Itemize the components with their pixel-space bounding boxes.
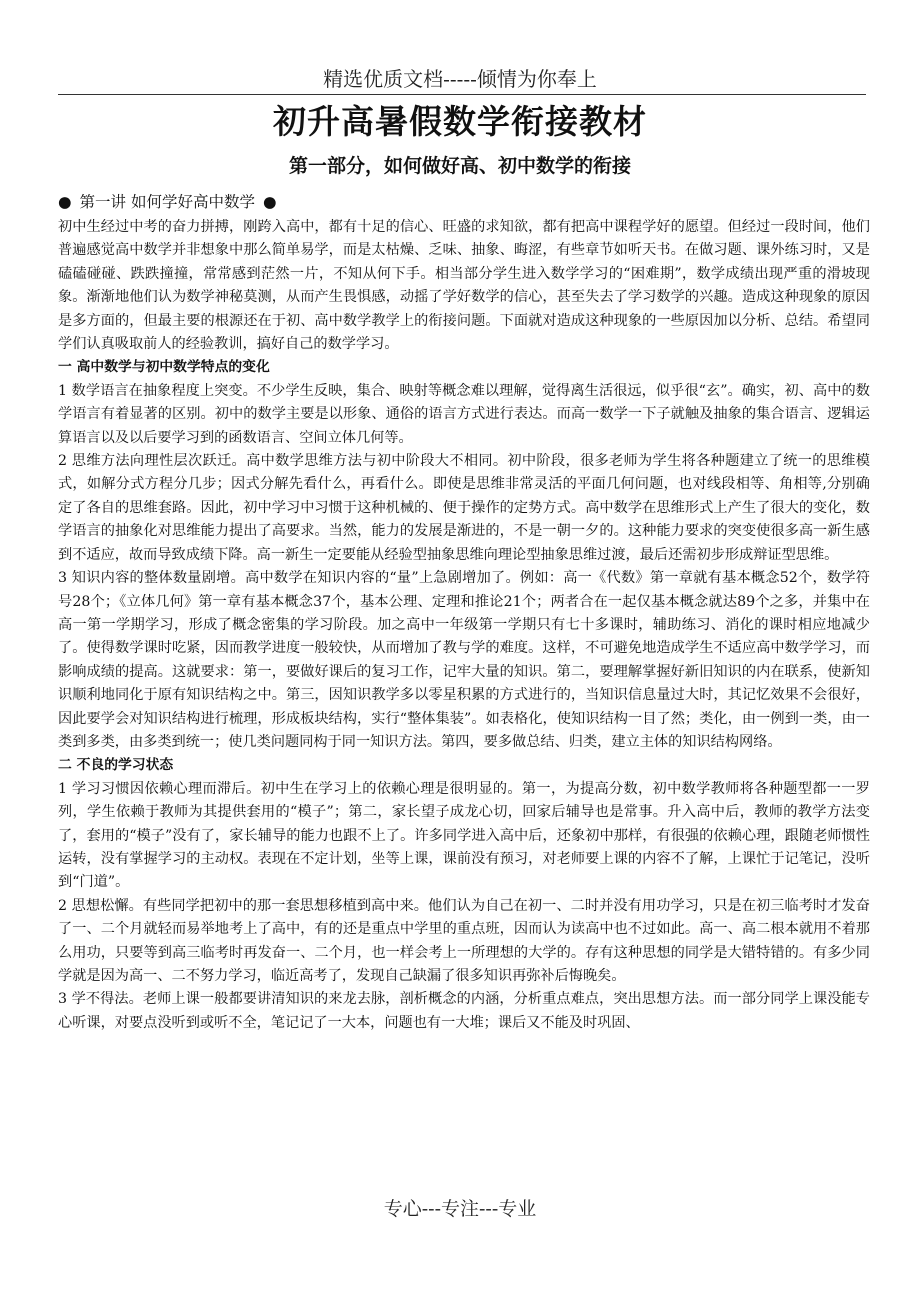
body-paragraph: 1 学习习惯因依赖心理而滞后。初中生在学习上的依赖心理是很明显的。第一，为提高分数，初中数学教师将各种题型都一一罗列，学生依赖于教师为其提供套用的“模子”；第二，家长望子成龙心切，回家后辅导也是常事。升入高中后，教师的教学方法变了，套用的“模子”没有了，家长辅导的能力也跟不上了。许多同学进入高中后，还象初中那样，有很强的依赖心理，跟随老师惯性运转，没有掌握学习的主动权。表现在不定计划，坐等上课，课前没有预习，对老师要上课的内容不了解，上课忙于记笔记，没听到“门道”。 xyxy=(58,780,870,891)
intro-paragraph: 初中生经过中考的奋力拼搏，刚跨入高中，都有十足的信心、旺盛的求知欲，都有把高中课程学好的愿望。但经过一段时间，他们普遍感觉高中数学并非想象中那么简单易学，而是太枯燥、乏味、抽象、晦涩，有些章节如听天书。在做习题、课外练习时，又是磕磕碰碰、跌跌撞撞，常常感到茫然一片，不知从何下手。相当部分学生进入数学学习的“困难期”，数学成绩出现严重的滑坡现象。渐渐地他们认为数学神秘莫测，从而产生畏惧感，动摇了学好数学的信心，甚至失去了学习数学的兴趣。造成这种现象的原因是多方面的，但最主要的根源还在于初、高中数学教学上的衔接问题。下面就对造成这种现象的一些原因加以分析、总结。希望同学们认真吸取前人的经验教训，搞好自己的数学学习。 xyxy=(58,219,870,353)
document-body xyxy=(58,216,870,1035)
body-paragraph: 1 数学语言在抽象程度上突变。不少学生反映，集合、映射等概念难以理解，觉得离生活很远，似乎很“玄”。确实，初、高中的数学语言有着显著的区别。初中的数学主要是以形象、通俗的语言方式进行表达。而高一数学一下子就触及抽象的集合语言、逻辑运算语言以及以后要学习到的函数语言、空间立体几何等。 xyxy=(58,382,870,446)
lecture-title xyxy=(58,190,277,214)
body-paragraph: 3 学不得法。老师上课一般都要讲清知识的来龙去脉，剖析概念的内涵，分析重点难点，突出思想方法。而一部分同学上课没能专心听课，对要点没听到或听不全，笔记记了一大本，问题也有一大堆；课后又不能及时巩固、 xyxy=(58,991,870,1031)
section-heading: 二 不良的学习状态 xyxy=(58,757,174,774)
lecture-title-text: 第一讲 如何学好高中数学 xyxy=(79,193,255,211)
running-footer: 专心---专注---专业 xyxy=(383,1198,537,1220)
running-header: 精选优质文档-----倾情为你奉上 xyxy=(323,67,597,91)
body-paragraph: 2 思想松懈。有些同学把初中的那一套思想移植到高中来。他们认为自己在初一、二时并没有用功学习，只是在初三临考时才发奋了一、二个月就轻而易举地考上了高中，有的还是重点中学里的重点班，因而认为读高中也不过如此。高一、高二根本就用不着那么用功，只要等到高三临考时再发奋一、二个月，也一样会考上一所理想的大学的。存有这种思想的同学是大错特错的。有多少同学就是因为高一、二不努力学习，临近高考了，发现自己缺漏了很多知识再弥补后悔晚矣。 xyxy=(58,897,870,984)
bullet-icon: ● xyxy=(262,193,277,211)
header-divider xyxy=(58,94,866,95)
body-paragraph: 2 思维方法向理性层次跃迁。高中数学思维方法与初中阶段大不相同。初中阶段，很多老师为学生将各种题建立了统一的思维模式，如解分式方程分几步；因式分解先看什么，再看什么。即使是思维非常灵活的平面几何问题，也对线段相等、角相等,分别确定了各自的思维套路。因此，初中学习中习惯于这种机械的、便于操作的定势方式。高中数学在思维形式上产生了很大的变化，数学语言的抽象化对思维能力提出了高要求。当然，能力的发展是渐进的，不是一朝一夕的。这种能力要求的突变使很多高一新生感到不适应，故而导致成绩下降。高一新生一定要能从经验型抽象思维向理论型抽象思维过渡，最后还需初步形成辩证型思维。 xyxy=(58,453,870,563)
bullet-icon: ● xyxy=(58,193,72,211)
section-heading: 一 高中数学与初中数学特点的变化 xyxy=(58,359,270,376)
part-subtitle: 第一部分，如何做好高、初中数学的衔接 xyxy=(288,155,631,177)
document-title: 初升高暑假数学衔接教材 xyxy=(273,102,647,141)
body-paragraph: 3 知识内容的整体数量剧增。高中数学在知识内容的“量”上急剧增加了。例如：高一《代数》第一章就有基本概念52个，数学符号28个；《立体几何》第一章有基本概念37个，基本公理、定理和推论21个；两者合在一起仅基本概念就达89个之多，并集中在高一第一学期学习，形成了概念密集的学习阶段。加之高中一年级第一学期只有七十多课时，辅助练习、消化的课时相应地减少了。使得数学课时吃紧，因而教学进度一般较快，从而增加了教与学的难度。这样，不可避免地造成学生不适应高中数学学习，而影响成绩的提高。这就要求：第一，要做好课后的复习工作，记牢大量的知识。第二，要理解掌握好新旧知识的内在联系，使新知识顺利地同化于原有知识结构之中。第三，因知识教学多以零星积累的方式进行的，当知识信息量过大时，其记忆效果不会很好，因此要学会对知识结构进行梳理，形成板块结构，实行“整体集装”。如表格化，使知识结构一目了然；类化，由一例到一类，由一类到多类，由多类到统一；使几类问题同构于同一知识方法。第四，要多做总结、归类，建立主体的知识结构网络。 xyxy=(58,570,870,750)
